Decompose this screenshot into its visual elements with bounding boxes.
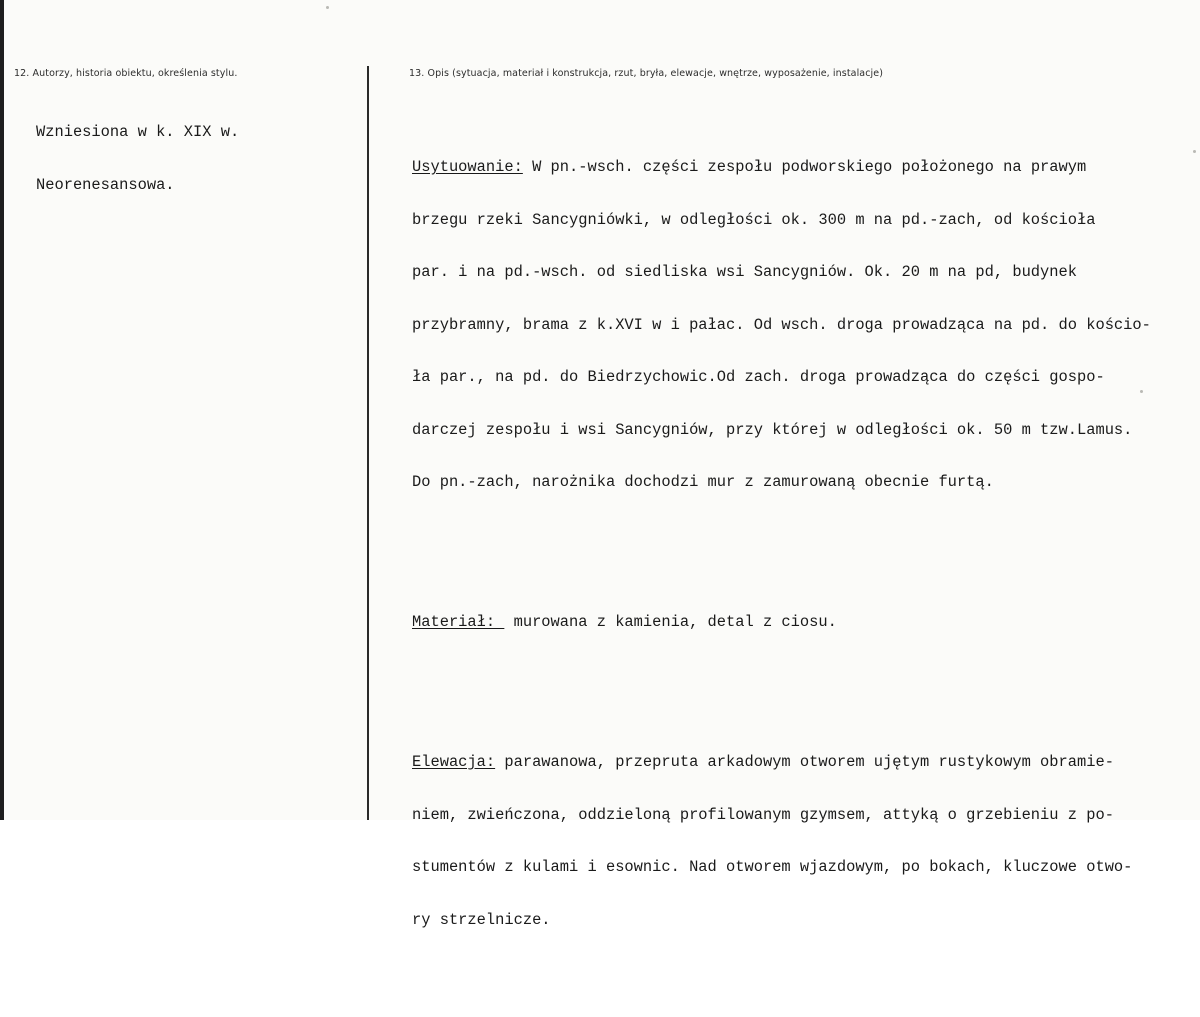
location-line: Do pn.-zach, narożnika dochodzi mur z zamurowaną obecnie furtą. <box>412 473 994 491</box>
location-first-line <box>412 159 1151 177</box>
section-12-label: 12. Autorzy, historia obiektu, określenia stylu. <box>14 68 238 79</box>
column-divider <box>367 66 369 820</box>
elevation-heading: Elewacja: <box>412 753 496 771</box>
elevation-paragraph <box>412 719 1151 964</box>
section-12-line: Wzniesiona w k. XIX w. <box>36 123 240 141</box>
section-12-line: Neorenesansowa. <box>36 175 175 194</box>
paper-speck <box>1193 150 1196 153</box>
elevation-first-line-text: parawanowa, przepruta arkadowym otworem ujętym rustykowym obramie- <box>495 753 1114 771</box>
paper-speck <box>326 6 329 9</box>
section-13-label: 13. Opis (sytuacja, materiał i konstrukcja, rzut, bryła, elewacje, wnętrze, wyposażenie, instalacje) <box>409 68 884 79</box>
paper-speck <box>1140 390 1143 393</box>
location-line: darczej zespołu i wsi Sancygniów, przy której w odległości ok. 50 m tzw.Lamus. <box>412 420 1133 439</box>
location-line: brzegu rzeki Sancygniówki, w odległości ok. 300 m na pd.-zach, od kościoła <box>412 210 1096 229</box>
material-paragraph <box>412 579 1151 667</box>
material-text: murowana z kamienia, detal z ciosu. <box>504 613 837 631</box>
location-first-line-text: W pn.-wsch. części zespołu podworskiego położonego na prawym <box>522 158 1087 176</box>
section-13-text <box>412 89 1151 1017</box>
location-line: przybramny, brama z k.XVI w i pałac. Od wsch. droga prowadząca na pd. do kościo- <box>412 315 1151 334</box>
section-12-text <box>36 89 239 229</box>
material-line <box>412 614 1151 632</box>
elevation-line: niem, zwieńczona, oddzieloną profilowanym gzymsem, attyką o grzebieniu z po- <box>412 805 1114 824</box>
material-heading: Materiał: <box>412 613 505 631</box>
location-heading: Usytuowanie: <box>412 158 523 176</box>
elevation-line: stumentów z kulami i esownic. Nad otworem wjazdowym, po bokach, kluczowe otwo- <box>412 858 1133 876</box>
location-line: par. i na pd.-wsch. od siedliska wsi Sancygniów. Ok. 20 m na pd, budynek <box>412 263 1077 281</box>
location-line: ła par., na pd. do Biedrzychowic.Od zach. droga prowadząca do części gospo- <box>412 368 1105 386</box>
location-paragraph <box>412 124 1151 527</box>
elevation-first-line <box>412 754 1151 772</box>
card-left-edge <box>0 0 4 820</box>
elevation-line: ry strzelnicze. <box>412 910 551 929</box>
